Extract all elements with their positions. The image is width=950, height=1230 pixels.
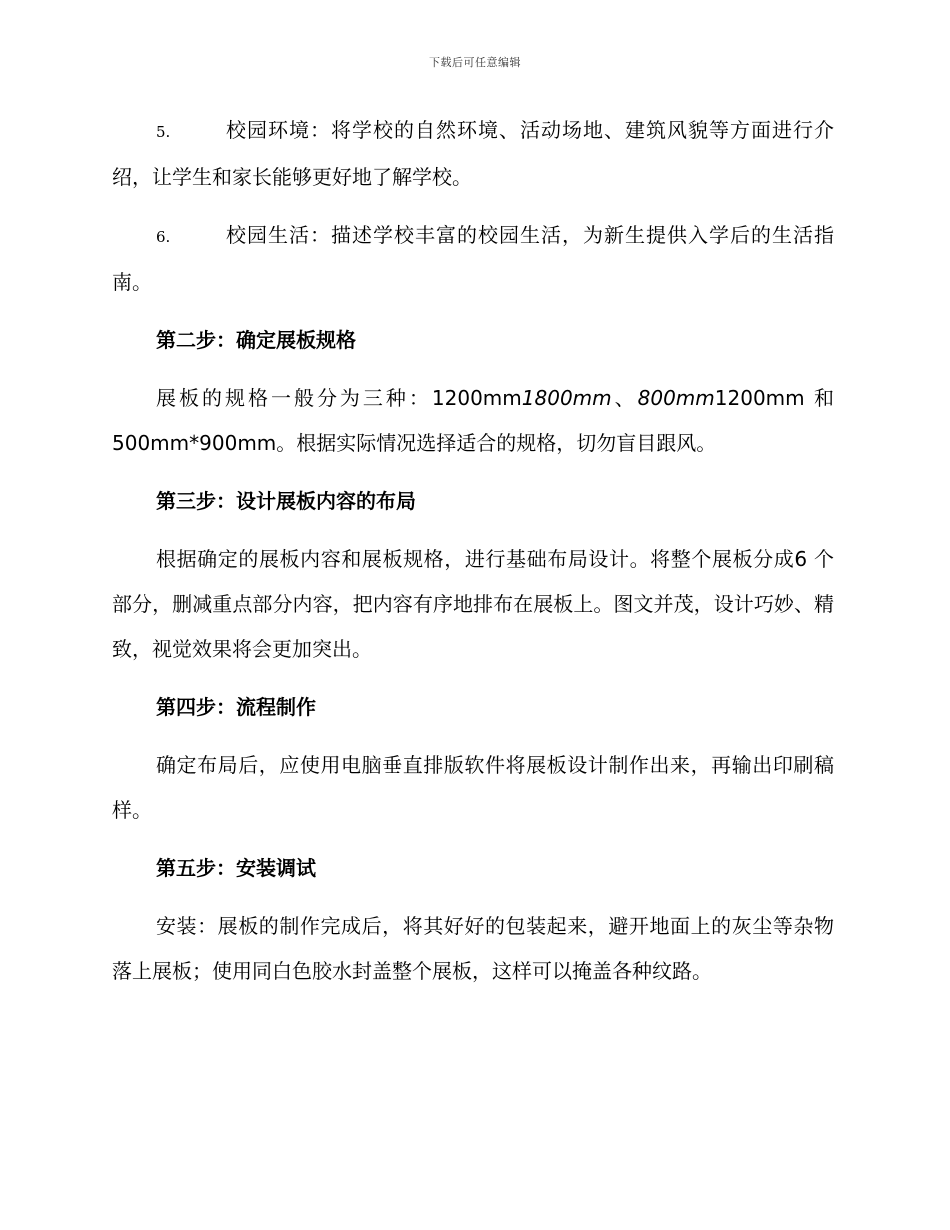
step-2-text-b: 1800mm — [521, 386, 612, 410]
step-2-text-a: 展板的规格一般分为三种：1200mm — [156, 386, 522, 410]
step-5-paragraph: 安装：展板的制作完成后，将其好好的包装起来，避开地面上的灰尘等杂物落上展板；使用同白色胶水封盖整个展板，这样可以掩盖各种纹路。 — [112, 914, 834, 983]
step-2-paragraph — [112, 376, 834, 466]
step-3-paragraph: 根据确定的展板内容和展板规格，进行基础布局设计。将整个展板分成6 个部分，删减重点部分内容，把内容有序地排布在展板上。图文并茂，设计巧妙、精致，视觉效果将会更加突出。 — [112, 547, 834, 661]
document-body — [112, 108, 834, 1007]
list-item-text: 校园环境：将学校的自然环境、活动场地、建筑风貌等方面进行介绍，让学生和家长能够更好地了解学校。 — [112, 118, 834, 189]
step-2-text-e: 1200mm 和500mm*900mm。根据实际情况选择适合的规格，切勿盲目跟风。 — [112, 386, 834, 455]
step-5-heading: 第五步：安装调试 — [156, 856, 316, 880]
step-2-text-c: 、 — [611, 386, 638, 410]
list-number: 6. — [156, 228, 171, 246]
page-header: 下载后可任意编辑 — [429, 56, 521, 69]
step-4-paragraph: 确定布局后，应使用电脑垂直排版软件将展板设计制作出来，再输出印刷稿样。 — [112, 753, 834, 822]
step-4-heading: 第四步：流程制作 — [156, 695, 316, 719]
list-number: 5. — [156, 123, 171, 141]
list-item-6 — [112, 213, 834, 305]
step-3-heading: 第三步：设计展板内容的布局 — [156, 489, 416, 513]
step-2-heading: 第二步：确定展板规格 — [156, 328, 356, 352]
step-2-text-d: 800mm — [637, 386, 715, 410]
list-item-5 — [112, 108, 834, 200]
list-item-text: 校园生活：描述学校丰富的校园生活，为新生提供入学后的生活指南。 — [112, 223, 834, 294]
